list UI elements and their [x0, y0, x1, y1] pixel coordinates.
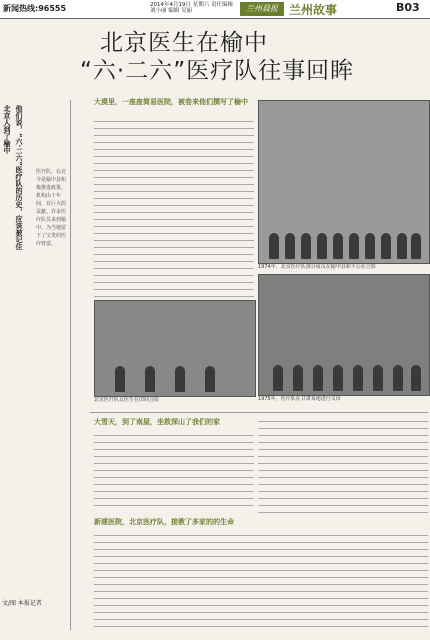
caption-photo-1975: 1975年，医疗队在甘肃某地进行义诊 [258, 396, 341, 402]
byline: 文/图 本报记者 [2, 600, 42, 607]
article-body-1 [94, 118, 254, 328]
group-photo-1975 [258, 274, 430, 396]
section-kicker-1: 大漠里，一座座简易医院，被卷来他们撰写了榆中 [94, 98, 248, 106]
page-number: B03 [396, 1, 420, 14]
headline-line1: 北京医生在榆中 [100, 30, 268, 56]
hotline: 新闻热线:96555 [3, 4, 67, 13]
doctors-photo [94, 300, 256, 397]
article-body-2 [94, 432, 254, 512]
article-body-3 [258, 418, 428, 518]
caption-doctors-photo: 北京医疗队女医生在田间合影 [94, 397, 160, 403]
article-body-4 [94, 532, 428, 632]
caption-photo-1974: 1974年，北京医疗队部分成员在榆中县和平公社合影 [258, 264, 376, 270]
page-header [0, 0, 430, 19]
headline-line2: “六·二六”医疗队往事回眸 [80, 58, 355, 84]
lead-strip-2: 他们说，“六·二六”医疗队的历史，应该被记住 [15, 105, 23, 250]
lead-paragraph: 医疗队，在北今是榆中县积极推进政策。机构由十年间，有巨大的贡献。许多医疗队员来到榆中，为当地留下了宝贵的医疗财富。 [36, 169, 67, 247]
group-photo-1974 [258, 100, 430, 264]
section-title: 兰州故事 [289, 3, 338, 17]
section-kicker-3: 新建医院，北京医疗队，接教了多家的的生命 [94, 518, 234, 526]
divider [90, 412, 428, 413]
issue-date: 2014年4月19日 星期六 责任编辑 刘小丽 编辑 吴丽 [150, 2, 233, 14]
section-kicker-2: 大雪天，到了南屋，坐救深山了我们的家 [94, 418, 220, 426]
newspaper-logo: 兰州晨报 [240, 2, 284, 16]
lead-strip-1: 北京人到了榆中 [3, 105, 11, 154]
